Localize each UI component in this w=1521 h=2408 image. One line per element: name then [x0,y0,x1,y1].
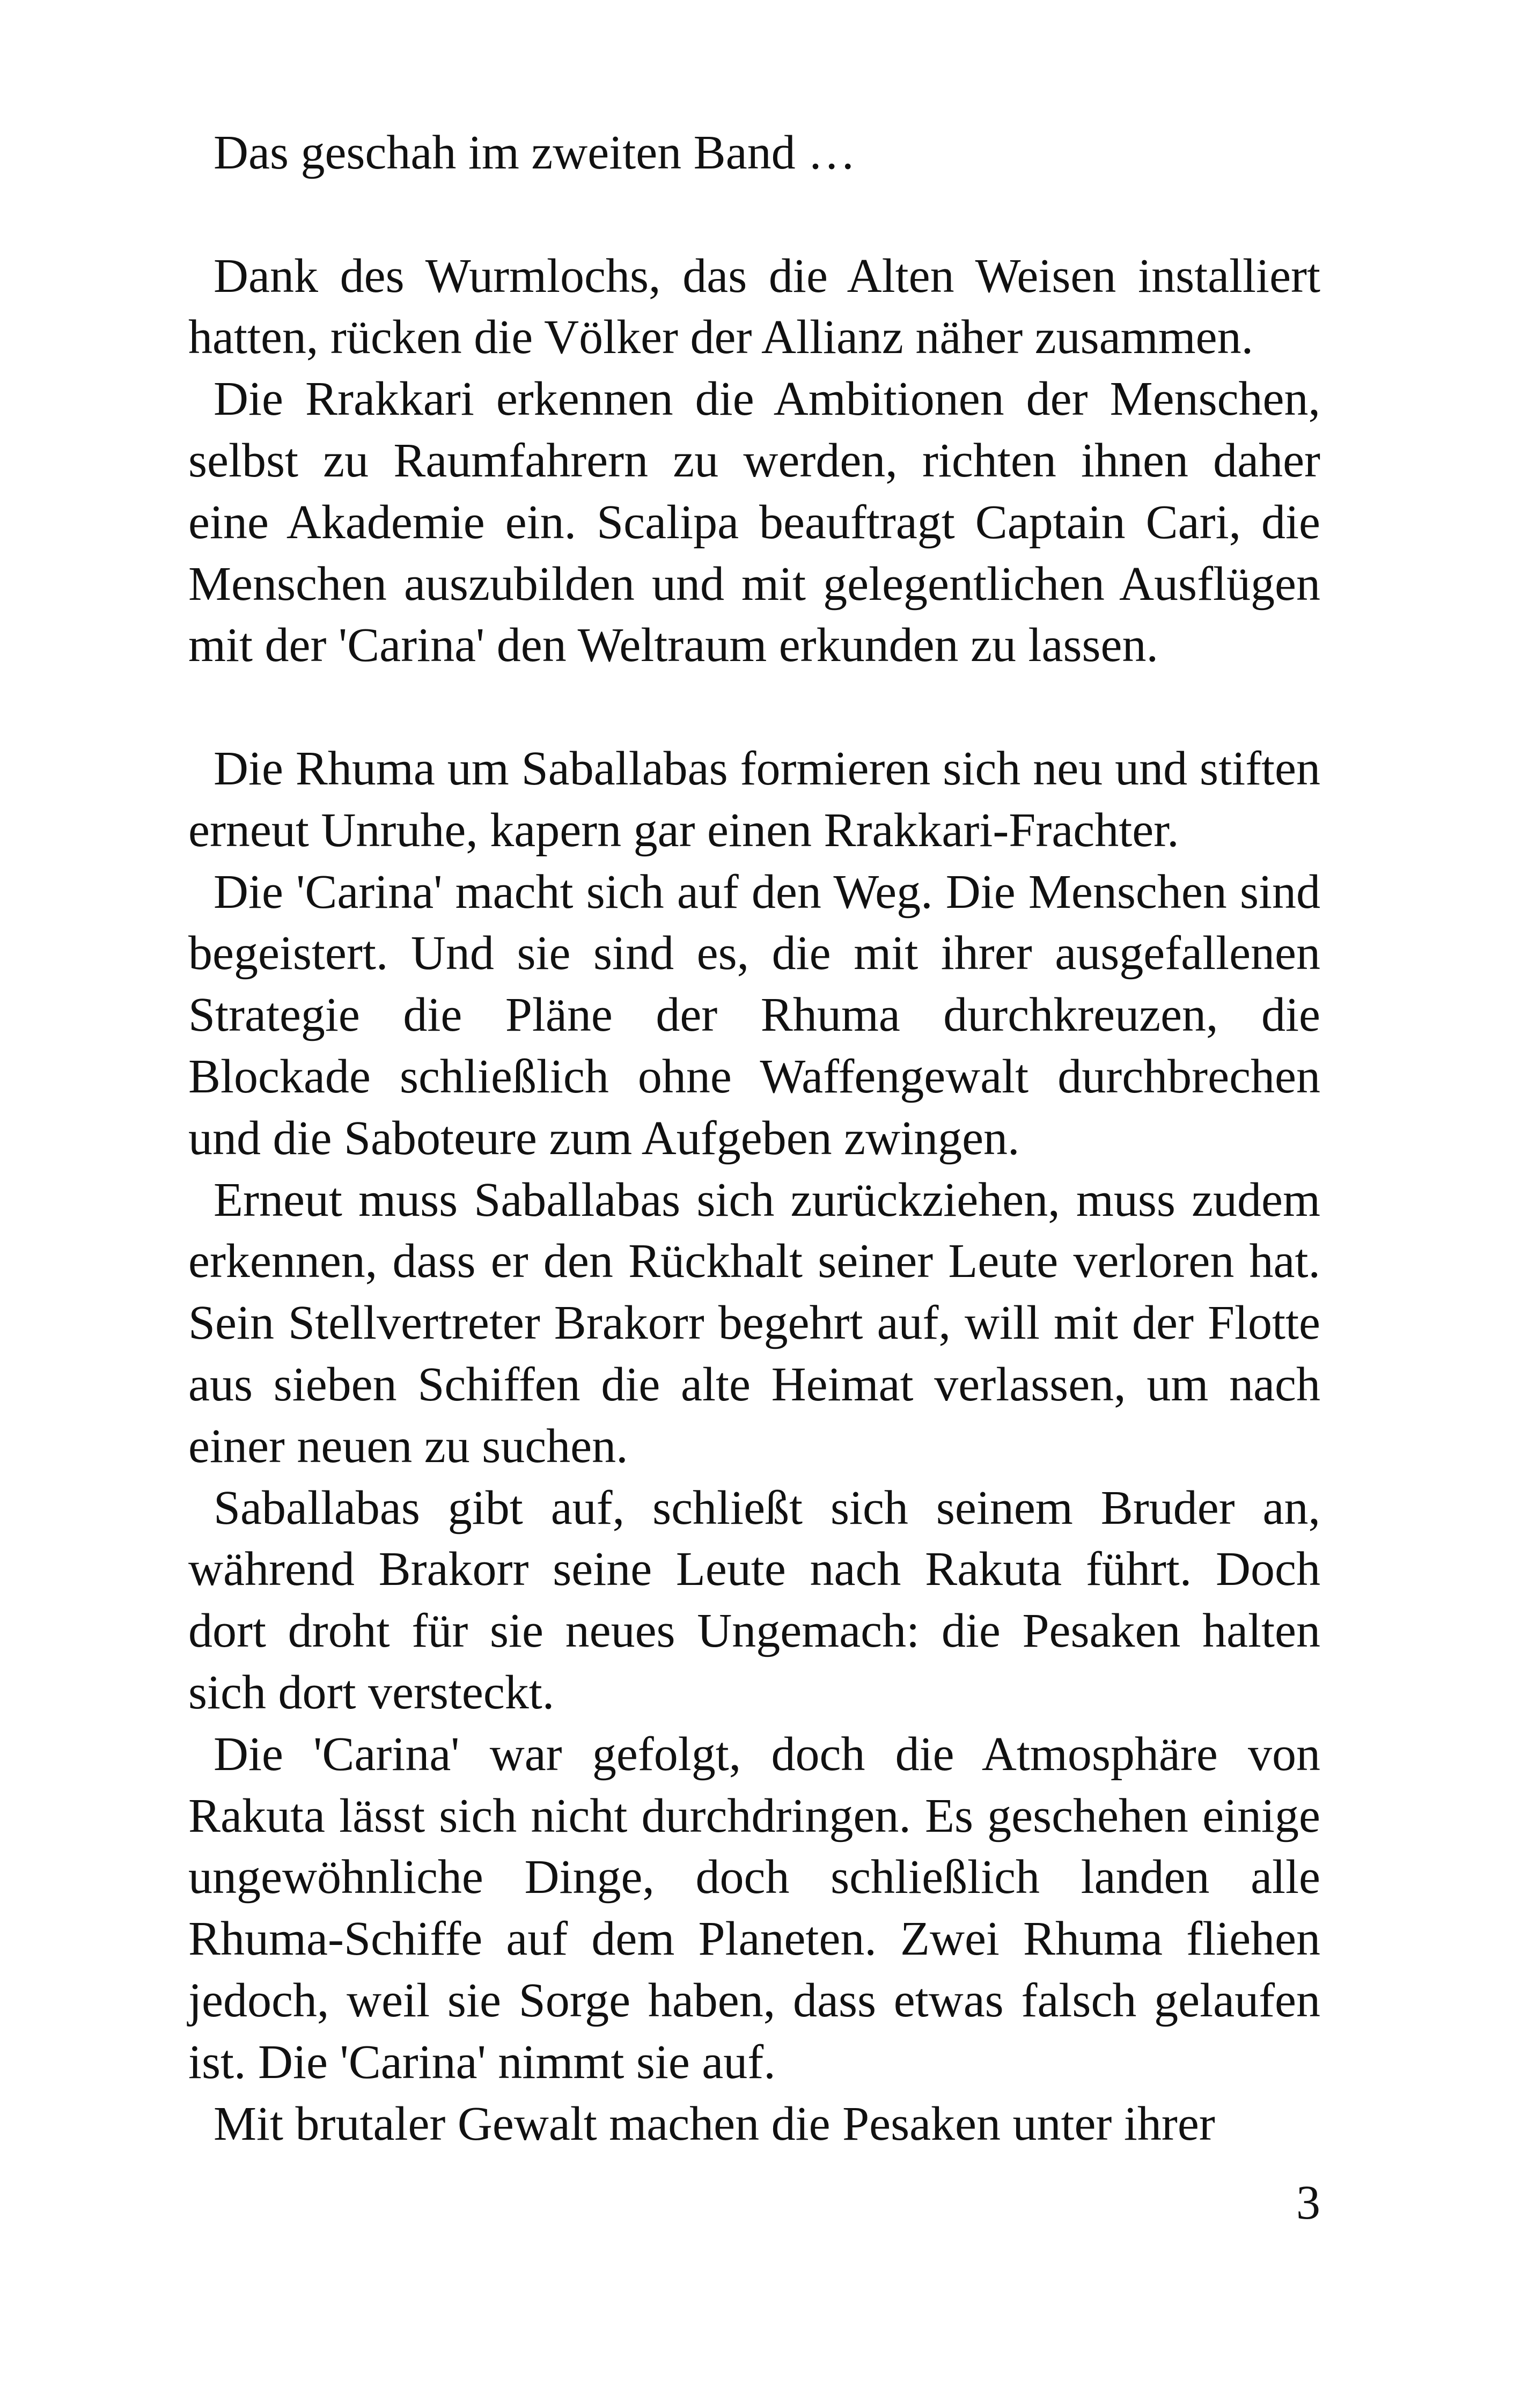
paragraph-spacer [188,677,1320,738]
intro-line: Das geschah im zweiten Band … [214,126,856,179]
page-number: 3 [1296,2176,1320,2229]
paragraph-wormhole: Dank des Wurmlochs, das die Alten Weisen installiert hatten, rücken die Völker der Allianz näher zusammen. [188,249,1320,364]
paragraph-rakuta: Saballabas gibt auf, schließt sich seinem Bruder an, während Brakorr seine Leute nach Rakuta führt. Doch dort droht für sie neues Ungemach: die Pesaken halten sich dort versteckt. [188,1481,1320,1719]
book-page [188,0,1320,2408]
paragraph-carina-blockade: Die 'Carina' macht sich auf den Weg. Die Menschen sind begeistert. Und sie sind es, die mit ihrer ausgefallenen Strategie die Pläne der Rhuma durchkreuzen, die Blockade schließlich ohne Waffengewalt durchbrechen und die Saboteure zum Aufgeben zwingen. [188,865,1320,1165]
paragraph-saballabas-retreat: Erneut muss Saballabas sich zurückziehen, muss zudem erkennen, dass er den Rückhalt seiner Leute verloren hat. Sein Stellvertreter Brakorr begehrt auf, will mit der Flotte aus sieben Schiffen die alte Heimat verlassen, um nach einer neuen zu suchen. [188,1173,1320,1473]
body-text [188,122,1320,2155]
paragraph-atmosphere: Die 'Carina' war gefolgt, doch die Atmosphäre von Rakuta lässt sich nicht durchdringen. Es geschehen einige ungewöhnliche Dinge, doch schließlich landen alle Rhuma-Schiffe auf dem Planeten. Zwei Rhuma fliehen jedoch, weil sie Sorge haben, dass etwas falsch gelaufen ist. Die 'Carina' nimmt sie auf. [188,1727,1320,2089]
paragraph-rhuma-unrest: Die Rhuma um Saballabas formieren sich neu und stiften erneut Unruhe, kapern gar einen Rrakkari-Frachter. [188,742,1320,857]
paragraph-spacer [188,184,1320,246]
paragraph-pesaken: Mit brutaler Gewalt machen die Pesaken unter ihrer [214,2097,1215,2150]
paragraph-academy: Die Rrakkari erkennen die Ambitionen der Menschen, selbst zu Raumfahrern zu werden, richten ihnen daher eine Akademie ein. Scalipa beauftragt Captain Cari, die Menschen auszubilden und mit gelegentlichen Ausflügen mit der 'Carina' den Weltraum erkunden zu lassen. [188,372,1320,672]
